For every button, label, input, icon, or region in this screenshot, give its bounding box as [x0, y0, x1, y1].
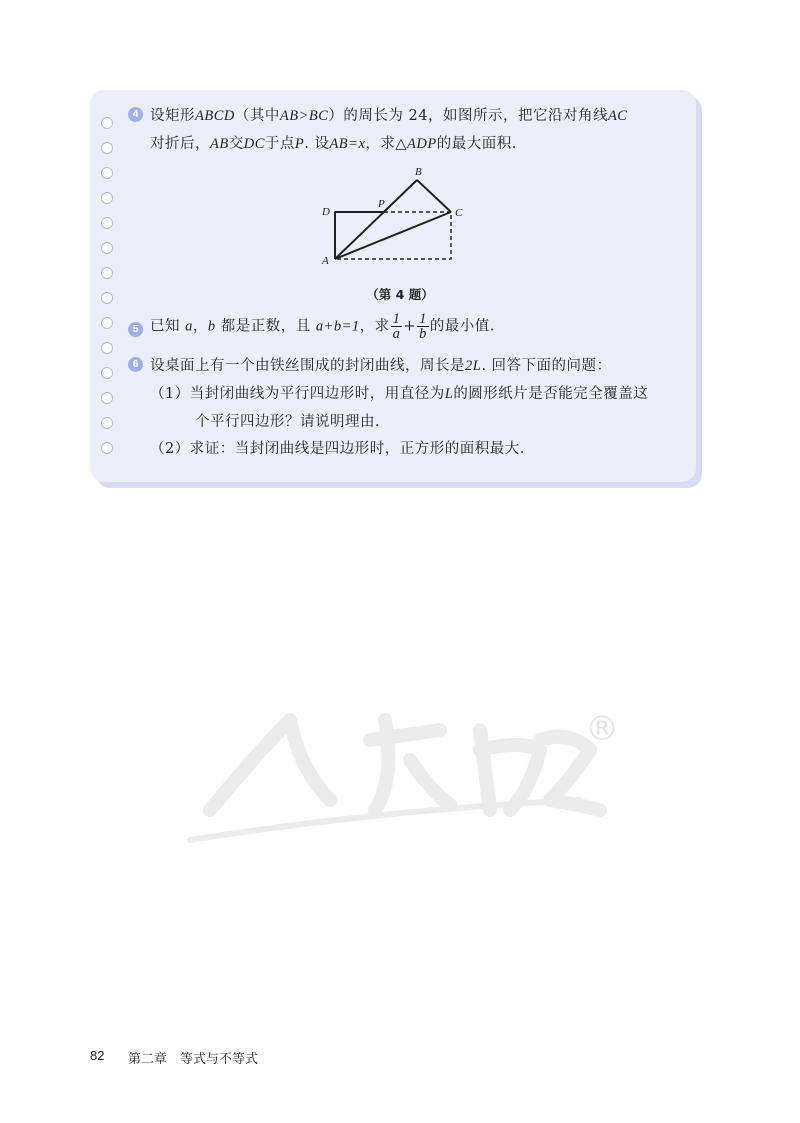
binder-ring [101, 117, 113, 129]
binder-ring [101, 317, 113, 329]
binder-ring [101, 142, 113, 154]
problem-4-line-1: 设矩形ABCD（其中AB>BC）的周长为 24，如图所示，把它沿对角线AC [150, 108, 628, 124]
segment-bc [417, 180, 451, 212]
binder-ring [101, 417, 113, 429]
publisher-watermark [180, 690, 640, 860]
segment-ac [335, 212, 451, 259]
page-number: 82 [90, 1048, 105, 1063]
binder-ring [101, 392, 113, 404]
problem-number: 4 [128, 107, 143, 122]
problem-4-line-2: 对折后，AB交DC于点P. 设AB=x，求△ADP的最大面积. [150, 136, 517, 152]
label-b: B [415, 166, 422, 178]
label-a: A [322, 255, 329, 267]
problem-number: 5 [128, 322, 143, 337]
problem-5-line: 已知 a，b 都是正数，且 a+b=1，求 $\frac{1}{a}$ + $\frac{1}{b}$ 的最小值. [150, 311, 495, 342]
binder-ring [101, 192, 113, 204]
segment-ab [335, 180, 417, 259]
problem-6-sub-2: （2）求证：当封闭曲线是四边形时，正方形的面积最大. [150, 441, 525, 457]
problem-6-sub-1: （1）当封闭曲线为平行四边形时，用直径为L的圆形纸片是否能完全覆盖这 [150, 386, 649, 402]
figure-caption: （第 4 题） [366, 287, 434, 302]
label-c: C [455, 207, 463, 219]
label-d: D [322, 206, 330, 218]
binder-ring [101, 267, 113, 279]
fraction-1-over-b: $\frac{1}{b}$ [419, 311, 427, 342]
binder-ring [101, 342, 113, 354]
svg-text:®: ® [585, 709, 619, 749]
label-p: P [378, 198, 385, 210]
binder-ring [101, 367, 113, 379]
fraction-1-over-a: $\frac{1}{a}$ [392, 311, 401, 342]
chapter-title: 第二章 等式与不等式 [128, 1052, 259, 1067]
binder-ring [101, 217, 113, 229]
binder-ring [101, 167, 113, 179]
geometry-figure [316, 160, 476, 270]
binder-ring [101, 442, 113, 454]
binder-ring [101, 242, 113, 254]
problem-number: 6 [128, 357, 143, 372]
problem-6-sub-1-cont: 个平行四边形？请说明理由. [195, 414, 381, 430]
problem-6-line-1: 设桌面上有一个由铁丝围成的封闭曲线，周长是2L. 回答下面的问题： [150, 358, 612, 374]
